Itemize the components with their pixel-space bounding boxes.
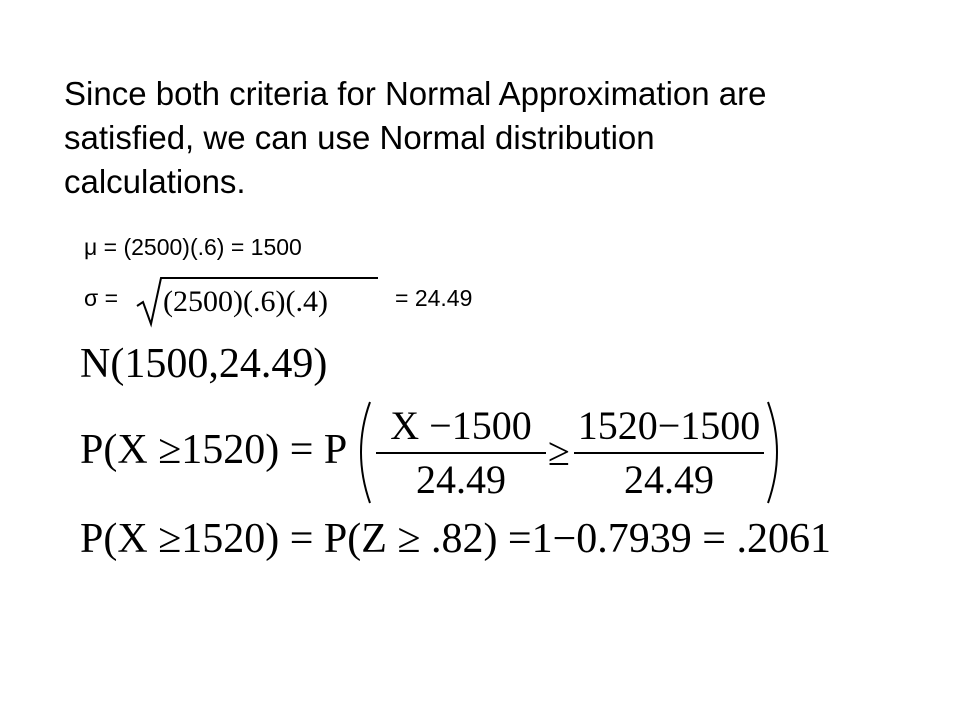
heading xyxy=(64,72,924,204)
fraction2-numerator: 1520−1500 xyxy=(577,403,761,448)
heading-line-1: Since both criteria for Normal Approximation are xyxy=(64,75,767,112)
distribution-notation: N(1500,24.49) xyxy=(80,341,328,387)
sd-radical xyxy=(135,276,380,328)
right-paren-icon xyxy=(764,400,788,505)
fraction1-denominator: 24.49 xyxy=(416,457,506,502)
fraction-standardized-x xyxy=(376,402,546,504)
heading-line-3: calculations. xyxy=(64,163,246,200)
probability-lhs: P(X ≥1520) = P xyxy=(80,427,348,473)
fraction2-bar xyxy=(574,452,764,454)
sd-radicand: (2500)(.6)(.4) xyxy=(163,285,328,318)
standardization-expression xyxy=(350,400,790,505)
fraction2-denominator: 24.49 xyxy=(624,457,714,502)
heading-line-2: satisfied, we can use Normal distribution xyxy=(64,119,655,156)
sd-result: = 24.49 xyxy=(395,285,473,311)
mean-formula: μ = (2500)(.6) = 1500 xyxy=(84,234,302,260)
sd-label: σ = xyxy=(84,285,119,311)
geq-symbol: ≥ xyxy=(548,429,570,474)
fraction1-numerator: X −1500 xyxy=(390,403,532,448)
fraction1-bar xyxy=(376,452,546,454)
left-paren-icon xyxy=(350,400,374,505)
fraction-standardized-value xyxy=(574,402,764,504)
probability-result: P(X ≥1520) = P(Z ≥ .82) =1−0.7939 = .2061 xyxy=(80,516,831,562)
